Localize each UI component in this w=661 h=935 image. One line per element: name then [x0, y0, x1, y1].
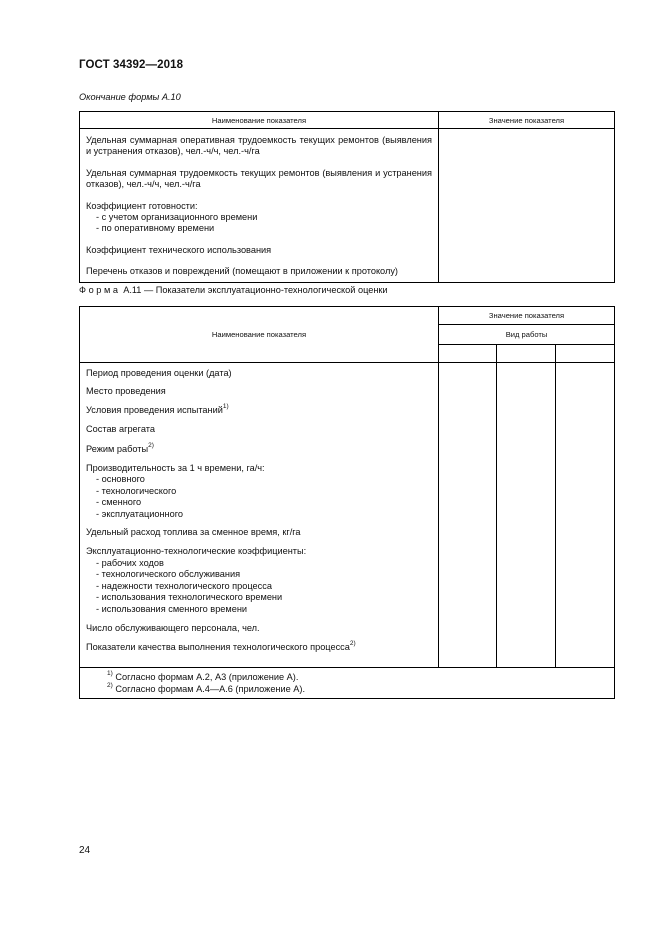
- form-a11-work-column-3: [556, 345, 615, 363]
- page-number: 24: [79, 845, 91, 856]
- form-a10-row-1: Удельная суммарная оперативная трудоемкость текущих ремонтов (выявления и устранения отказов), чел.-ч/ч, чел.-ч/га: [86, 135, 432, 157]
- form-a11-row-8-item: - использования сменного времени: [96, 603, 248, 614]
- form-a11-row-6-item: - сменного: [96, 497, 142, 508]
- form-a11-row-7: Удельный расход топлива за сменное время, кг/га: [86, 527, 301, 538]
- document-id: ГОСТ 34392—2018: [79, 59, 184, 71]
- form-a11-caption-title: А.11 — Показатели эксплуатационно-технологической оценки: [123, 285, 388, 295]
- form-a11-header-value: Значение показателя: [439, 307, 615, 325]
- form-a11-row-8-item: - технологического обслуживания: [96, 569, 241, 580]
- form-a11-row-6-item: - основного: [96, 474, 145, 485]
- form-a11-row-8-item: - надежности технологического процесса: [96, 580, 272, 591]
- form-a11-header-work-type: Вид работы: [439, 325, 615, 345]
- form-a11-row-6-item: - технологического: [96, 485, 177, 496]
- form-a11-footnotes: [80, 668, 615, 699]
- form-a11-row-8: Эксплуатационно-технологические коэффициенты:: [86, 546, 307, 557]
- form-a11-row-6: Производительность за 1 ч времени, га/ч:: [86, 463, 265, 474]
- form-a11-caption: [79, 285, 388, 295]
- form-a10-value-cell: [439, 129, 615, 283]
- form-a10-row-3: Коэффициент готовности:: [86, 200, 198, 211]
- form-a11-value-cell-1: [439, 363, 497, 668]
- form-a11-row-6-item: - эксплуатационного: [96, 508, 183, 519]
- form-a11-indicators-cell: [80, 363, 439, 668]
- form-a10-row-4: Коэффициент технического использования: [86, 244, 272, 255]
- form-a11-value-cell-3: [556, 363, 615, 668]
- form-a10-row-5: Перечень отказов и повреждений (помещают в приложении к протоколу): [86, 266, 398, 277]
- form-a11-row-3: Условия проведения испытаний$^{1)}$: [86, 402, 229, 415]
- form-a11-value-cell-2: [497, 363, 556, 668]
- form-a10-row-3-item: - по оперативному времени: [96, 223, 215, 234]
- form-a10-header-value: Значение показателя: [439, 112, 615, 129]
- form-a11-row-2: Место проведения: [86, 386, 166, 397]
- form-a11-table: [79, 306, 615, 699]
- form-a10-table: [79, 111, 615, 283]
- footnote-2: $^{2)}$ Согласно формам А.4—А.6 (приложение А).: [107, 681, 306, 694]
- form-a10-indicators-cell: [80, 129, 439, 283]
- form-a11-header-name: Наименование показателя: [80, 307, 439, 363]
- form-a11-caption-prefix: Форма: [79, 285, 121, 295]
- form-a10-caption: Окончание формы А.10: [79, 92, 181, 102]
- form-a10-row-3-item: - с учетом организационного времени: [96, 212, 258, 223]
- form-a11-row-1: Период проведения оценки (дата): [86, 368, 232, 378]
- form-a11-row-4: Состав агрегата: [86, 424, 155, 435]
- form-a10-header-name: Наименование показателя: [80, 112, 439, 129]
- form-a11-row-8-item: - использования технологического времени: [96, 592, 283, 603]
- footnote-1: $^{1)}$ Согласно формам А.2, А3 (приложение А).: [107, 669, 299, 682]
- form-a10-row-2: Удельная суммарная трудоемкость текущих ремонтов (выявления и устранения отказов), чел.-ч/ч, чел.-ч/га: [86, 167, 432, 190]
- form-a11-work-column-2: [497, 345, 556, 363]
- form-a11-row-8-item: - рабочих ходов: [96, 557, 164, 568]
- form-a11-work-column-1: [439, 345, 497, 363]
- form-a11-row-10: Показатели качества выполнения технологического процесса$^{2)}$: [86, 640, 356, 653]
- form-a11-row-5: Режим работы$^{2)}$: [86, 441, 154, 454]
- form-a11-row-9: Число обслуживающего персонала, чел.: [86, 622, 260, 633]
